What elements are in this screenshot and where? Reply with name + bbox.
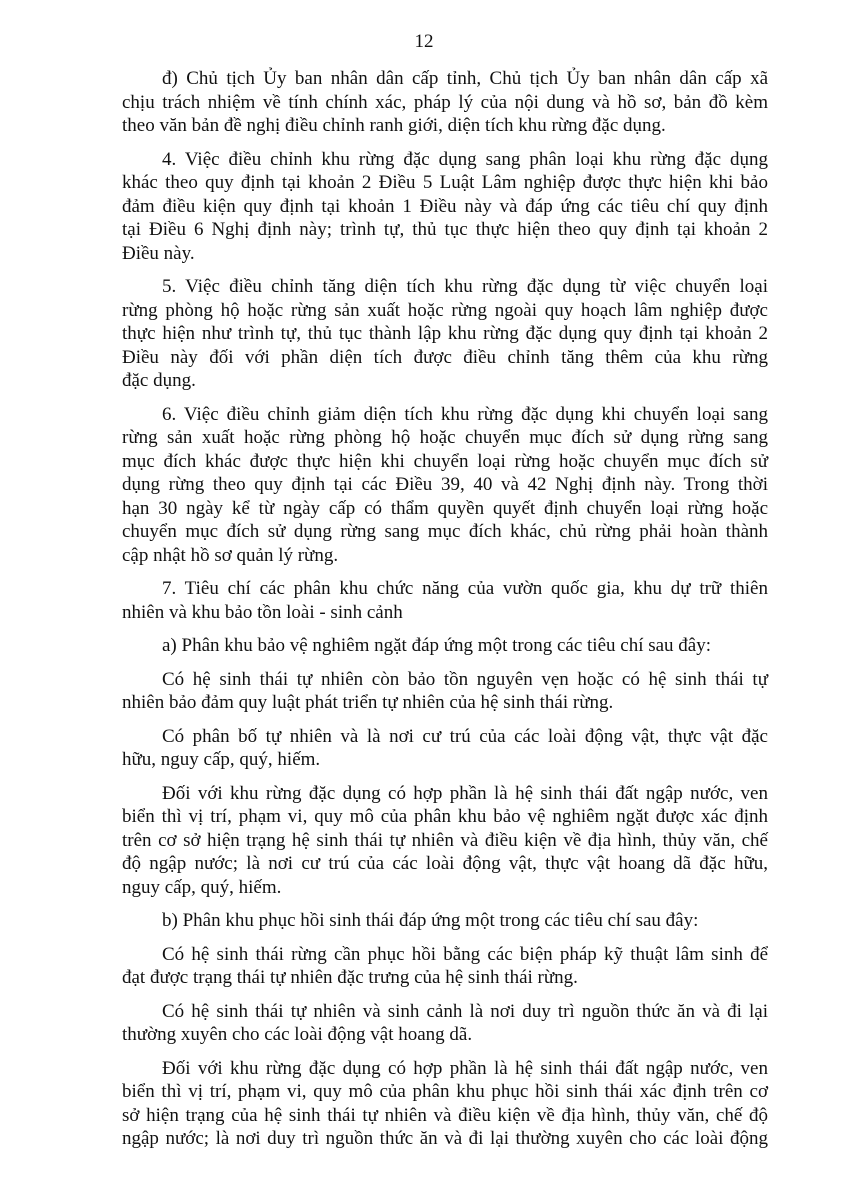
text-line: 4. Việc điều chỉnh khu rừng đặc dụng sang phân loại khu rừng đặc dụng <box>162 148 768 170</box>
text-line: Điều này đối với phần diện tích được điều chỉnh tăng thêm của khu rừng <box>122 346 768 368</box>
text-line: độ ngập nước; là nơi cư trú của các loài động vật, thực vật hoang dã đặc hữu, <box>122 853 768 874</box>
text-line: tại Điều 6 Nghị định này; trình tự, thủ tục thực hiện theo quy định tại khoản 2 <box>122 219 768 240</box>
text-line: chuyển mục đích sử dụng rừng sang mục đích khác, chủ rừng phải hoàn thành <box>122 521 768 542</box>
page-number: 12 <box>414 31 434 52</box>
text-line: Có hệ sinh thái tự nhiên và sinh cảnh là nơi duy trì nguồn thức ăn và đi lại <box>162 1000 768 1022</box>
paragraph <box>122 1057 768 1151</box>
paragraph <box>122 943 768 990</box>
text-line: nhiên và khu bảo tồn loài - sinh cảnh <box>122 601 403 623</box>
paragraph <box>122 577 768 624</box>
text-line: hữu, nguy cấp, quý, hiếm. <box>122 749 321 770</box>
text-line: thực hiện như trình tự, thủ tục thành lập khu rừng đặc dụng quy định tại khoản 2 <box>122 323 768 344</box>
paragraph <box>122 668 768 715</box>
document-body <box>122 67 768 1161</box>
text-line: đạt được trạng thái tự nhiên đặc trưng của hệ sinh thái rừng. <box>122 967 578 988</box>
text-line: khác theo quy định tại khoản 2 Điều 5 Luật Lâm nghiệp được thực hiện khi bảo <box>122 172 768 193</box>
text-line: sở hiện trạng của hệ sinh thái tự nhiên và điều kiện về địa hình, thủy văn, chế độ <box>122 1104 768 1126</box>
text-line: ngập nước; là nơi duy trì nguồn thức ăn và đi lại thường xuyên cho các loài động <box>122 1128 768 1149</box>
text-line: rừng phòng hộ hoặc rừng sản xuất hoặc rừng ngoài quy hoạch lâm nghiệp được <box>122 299 768 321</box>
text-line: 6. Việc điều chỉnh giảm diện tích khu rừng đặc dụng khi chuyển loại sang <box>162 403 768 425</box>
text-line: 7. Tiêu chí các phân khu chức năng của vườn quốc gia, khu dự trữ thiên <box>162 578 768 599</box>
text-line: rừng sản xuất hoặc rừng phòng hộ hoặc chuyển mục đích sử dụng rừng sang <box>122 427 768 448</box>
paragraph <box>122 1000 768 1047</box>
text-line: trên cơ sở hiện trạng hệ sinh thái tự nhiên và điều kiện về địa hình, thủy văn, chế <box>122 829 768 851</box>
text-line: Điều này. <box>122 242 195 264</box>
text-line: hạn 30 ngày kể từ ngày cấp có thẩm quyền quyết định chuyển loại rừng hoặc <box>122 497 768 519</box>
text-line: Có hệ sinh thái tự nhiên còn bảo tồn nguyên vẹn hoặc có hệ sinh thái tự <box>162 668 768 690</box>
paragraph <box>122 634 768 658</box>
paragraph <box>122 403 768 568</box>
text-line: mục đích khác được thực hiện khi chuyển loại rừng hoặc chuyển mục đích sử <box>122 450 768 472</box>
paragraph <box>122 148 768 266</box>
text-line: cập nhật hồ sơ quản lý rừng. <box>122 544 339 566</box>
text-line: đảm điều kiện quy định tại khoản 1 Điều này và đáp ứng các tiêu chí quy định <box>122 195 768 217</box>
text-line: a) Phân khu bảo vệ nghiêm ngặt đáp ứng một trong các tiêu chí sau đây: <box>162 635 712 656</box>
text-line: đ) Chủ tịch Ủy ban nhân dân cấp tỉnh, Chủ tịch Ủy ban nhân dân cấp xã <box>162 68 768 89</box>
text-line: chịu trách nhiệm về tính chính xác, pháp lý của nội dung và hồ sơ, bản đồ kèm <box>122 91 768 113</box>
paragraph <box>122 275 768 393</box>
text-line: thường xuyên cho các loài động vật hoang dã. <box>122 1024 473 1045</box>
text-line: theo văn bản đề nghị điều chỉnh ranh giới, diện tích khu rừng đặc dụng. <box>122 115 666 136</box>
text-line: nhiên bảo đảm quy luật phát triển tự nhiên của hệ sinh thái rừng. <box>122 692 614 713</box>
paragraph <box>122 782 768 900</box>
paragraph <box>122 67 768 138</box>
text-line: Có hệ sinh thái rừng cần phục hồi bằng các biện pháp kỹ thuật lâm sinh để <box>162 943 768 965</box>
paragraph <box>122 909 768 933</box>
text-line: biển thì vị trí, phạm vi, quy mô của phân khu phục hồi sinh thái xác định trên cơ <box>122 1081 768 1102</box>
paragraph <box>122 725 768 772</box>
text-line: biển thì vị trí, phạm vi, quy mô của phân khu bảo vệ nghiêm ngặt được xác định <box>122 806 768 827</box>
text-line: đặc dụng. <box>122 370 196 391</box>
text-line: Có phân bố tự nhiên và là nơi cư trú của các loài động vật, thực vật đặc <box>162 725 768 747</box>
text-line: Đối với khu rừng đặc dụng có hợp phần là hệ sinh thái đất ngập nước, ven <box>162 1057 768 1079</box>
text-line: 5. Việc điều chỉnh tăng diện tích khu rừng đặc dụng từ việc chuyển loại <box>162 276 768 297</box>
text-line: b) Phân khu phục hồi sinh thái đáp ứng một trong các tiêu chí sau đây: <box>162 910 699 931</box>
text-line: dụng rừng theo quy định tại các Điều 39, 40 và 42 Nghị định này. Trong thời <box>122 474 768 495</box>
text-line: nguy cấp, quý, hiếm. <box>122 876 282 898</box>
text-line: Đối với khu rừng đặc dụng có hợp phần là hệ sinh thái đất ngập nước, ven <box>162 782 768 804</box>
